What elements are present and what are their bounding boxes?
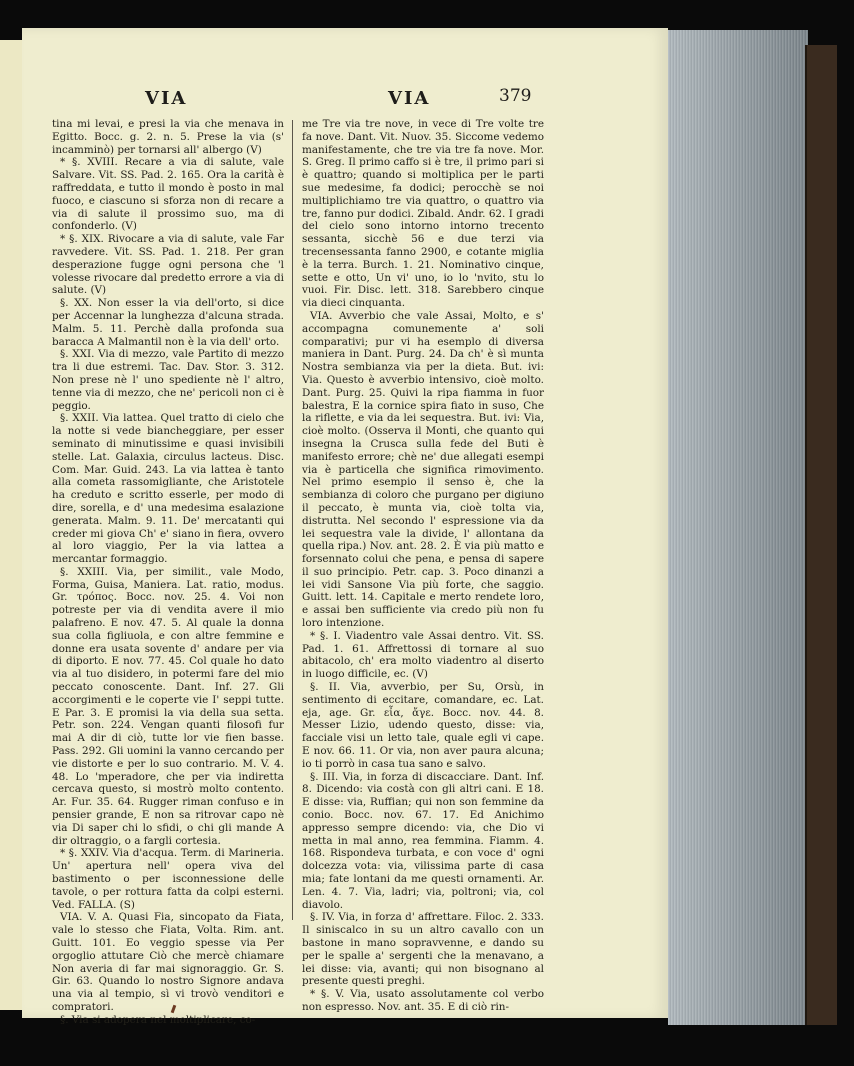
right-text-column <box>302 118 544 1014</box>
entry-paragraph: * §. XVIII. Recare a via di salute, vale Salvare. Vit. SS. Pad. 2. 165. Ora la carità è raffreddata, e tutto il mondo è posto in mal fuoco, e ciascuno si sforza non di recare a via di salute il prossimo suo, ma di confonderlo. (V) <box>52 156 284 233</box>
page-number: 379 <box>499 86 532 106</box>
entry-paragraph: §. XXIII. Via, per similit., vale Modo, Forma, Guisa, Maniera. Lat. ratio, modus. Gr. τρόπος. Bocc. nov. 25. 4. Voi non potreste per via di vendita avere il mio palafreno. E nov. 47. 5. Al quale la donna sua colla figliuola, e con altre femmine e donne era usata sovente d' andare per via di diporto. E nov. 77. 45. Col quale ho dato via al tuo disidero, in potermi fare del mio peccato conoscente. Dant. Inf. 27. Gli accorgimenti e le coperte vie I' seppi tutte. E Par. 3. E promisi la via della sua setta. Petr. son. 224. Vengan quanti filosofi fur mai A dir di ciò, tutte lor vie fien basse. Pass. 292. Gli uomini la vanno cercando per vie distorte e per lo suo contrario. M. V. 4. 48. Lo 'mperadore, che per via indiretta cercava questo, si mostrò molto contento. Ar. Fur. 35. 64. Rugger riman confuso e in pensier grande, E non sa ritrovar capo nè via Di saper chi lo sfidi, o chi gli mande A dir oltraggio, o a fargli cortesia. <box>52 565 284 847</box>
entry-paragraph: §. III. Via, in forza di discacciare. Dant. Inf. 8. Dicendo: via costà con gli altri cani. E 18. E disse: via, Ruffian; qui non son femmine da conio. Bocc. nov. 67. 17. Ed Anichimo appresso sempre dicendo: via, che Dio vi metta in mal anno, rea femmina. Fiamm. 4. 168. Rispondeva turbata, e con voce d' ogni dolcezza vota: via, vilissima parte di casa mia; fate lontani da me questi ornamenti. Ar. Len. 4. 7. Via, ladri; via, poltroni; via, col diavolo. <box>302 770 544 911</box>
entry-paragraph: VIA. Avverbio che vale Assai, Molto, e s' accompagna comunemente a' soli comparativi; pur vi ha esemplo di diversa maniera in Dant. Purg. 24. Da ch' è sì munta Nostra sembianza via per la dieta. But. ivi: Via. Questo è avverbio intensivo, cioè molto. Dant. Purg. 25. Quivi la ripa fiamma in fuor balestra, E la cornice spira fiato in suso, Che la riflette, e via da lei sequestra. But. ivi: Via, cioè molto. (Osserva il Monti, che quanto qui insegna la Crusca sulla fede del Buti è manifesto errore; chè ne' due allegati esempi via è particella che significa rimovimento. Nel primo esempio il senso è, che la sembianza di coloro che purgano per digiuno il peccato, è munta via, cioè tolta via, distrutta. Nel secondo l' espressione via da lei sequestra vale la divide, l' allontana da quella ripa.) Nov. ant. 28. 2. È via più matto e forsennato colui che pena, e pensa di sapere il suo principio. Petr. cap. 3. Poco dinanzi a lei vidi Sansone Via più forte, che saggio. Guitt. lett. 14. Capitale e merto rendete loro, e assai ben sufficiente via credo più non fu loro intenzione. <box>302 309 544 630</box>
book-cover <box>805 45 837 1025</box>
entry-paragraph: * §. I. Viadentro vale Assai dentro. Vit. SS. Pad. 1. 61. Affrettossi di tornare al suo abitacolo, ch' era molto viadentro al diserto in luogo difficile, ec. (V) <box>302 629 544 681</box>
entry-paragraph: * §. V. Via, usato assolutamente col verbo non espresso. Nov. ant. 35. E di ciò rin- <box>302 988 544 1013</box>
running-head-left: VIA <box>145 88 188 109</box>
entry-paragraph: §. XX. Non esser la via dell'orto, si dice per Accennar la lunghezza d'alcuna strada. Malm. 5. 11. Perchè dalla profonda sua baracca A Malmantil non è la via dell' orto. <box>52 297 284 348</box>
entry-paragraph: * §. XIX. Rivocare a via di salute, vale Far ravvedere. Vit. SS. Pad. 1. 218. Per gran desperazione fugge ogni persona che 'l volesse rivocare dal predetto errore a via di salute. (V) <box>52 233 284 297</box>
entry-paragraph: §. Via si adopera nel moltiplicare, co- <box>60 1013 256 1026</box>
entry-paragraph: tina mi levai, e presi la via che menava in Egitto. Bocc. g. 2. n. 5. Prese la via (s' incamminò) per tornarsi all' albergo (V) <box>52 118 284 156</box>
left-text-column <box>52 118 284 1027</box>
entry-paragraph: §. XXI. Via di mezzo, vale Partito di mezzo tra li due estremi. Tac. Dav. Stor. 3. 312. Non prese nè l' uno spediente nè l' altro, tenne via di mezzo, che ne' pericoli non ci è peggio. <box>52 348 284 412</box>
column-divider <box>292 120 293 920</box>
entry-paragraph: §. IV. Via, in forza d' affrettare. Filoc. 2. 333. Il siniscalco in su un altro cavallo con un bastone in mano sopravvenne, e dando su per le spalle a' sergenti che la menavano, a lei disse: via, avanti; qui non bisognano al presente questi preghi. <box>302 911 544 988</box>
entry-paragraph: me Tre via tre nove, in vece di Tre volte tre fa nove. Dant. Vit. Nuov. 35. Siccome vedemo manifestamente, che tre via tre fa nove. Mor. S. Greg. Il primo caffo si è tre, il primo pari si è quattro; quando si moltiplica per le parti sue medesime, fa dodici; perocchè se noi multiplichiamo tre via quattro, o quattro via tre, fanno pur dodici. Zibald. Andr. 62. I gradi del cielo sono intorno intorno trecento sessanta, sicchè 56 e due terzi via trecensessanta fanno 2900, e cotante miglia è la terra. Burch. 1. 21. Nominativo cinque, sette e otto, Un vi' uno, io lo 'nvito, stu lo vuoi. Fir. Disc. lett. 318. Sarebbero cinque via dieci cinquanta. <box>302 118 544 310</box>
entry-paragraph: §. XXII. Via lattea. Quel tratto di cielo che la notte si vede biancheggiare, per esser seminato di minutissime e quasi invisibili stelle. Lat. Galaxia, circulus lacteus. Disc. Com. Mar. Guid. 243. La via lattea è tanto alla cometa rassomigliante, che Aristotele ha creduto e scritto esserle, per modo di dire, sorella, e d' una medesima esalazione generata. Malm. 9. 11. De' mercatanti qui creder mi giova Ch' e' siano in fiera, ovvero al loro viaggio, Per la via lattea a mercantar formaggio. <box>52 412 284 566</box>
running-head-right: VIA <box>388 88 431 109</box>
entry-paragraph: VIA. V. A. Quasi Fia, sincopato da Fiata, vale lo stesso che Fiata, Volta. Rim. ant. Guitt. 101. Eo veggio spesse via Per orgoglio attutare Ciò che mercè chiamare Non averia di far mai signoraggio. Gr. S. Gir. 63. Quando lo nostro Signore andava una via al tempio, sì vi trovò venditori e compratori. <box>52 911 284 1013</box>
page-edges-shade <box>668 30 808 1025</box>
entry-paragraph: * §. XXIV. Via d'acqua. Term. di Marineria. Un' apertura nell' opera viva del bastimento o per isconnessione delle tavole, o per rottura fatta da colpi esterni. Ved. FALLA. (S) <box>52 847 284 911</box>
entry-paragraph: §. II. Via, avverbio, per Su, Orsù, in sentimento di eccitare, comandare, ec. Lat. eja, age. Gr. εἶα, ἄγε. Bocc. nov. 44. 8. Messer Lizio, udendo questo, disse: via, facciale visi un letto tale, quale egli vi cape. E nov. 66. 11. Or via, non aver paura alcuna; io ti porrò in casa tua sano e salvo. <box>302 681 544 770</box>
